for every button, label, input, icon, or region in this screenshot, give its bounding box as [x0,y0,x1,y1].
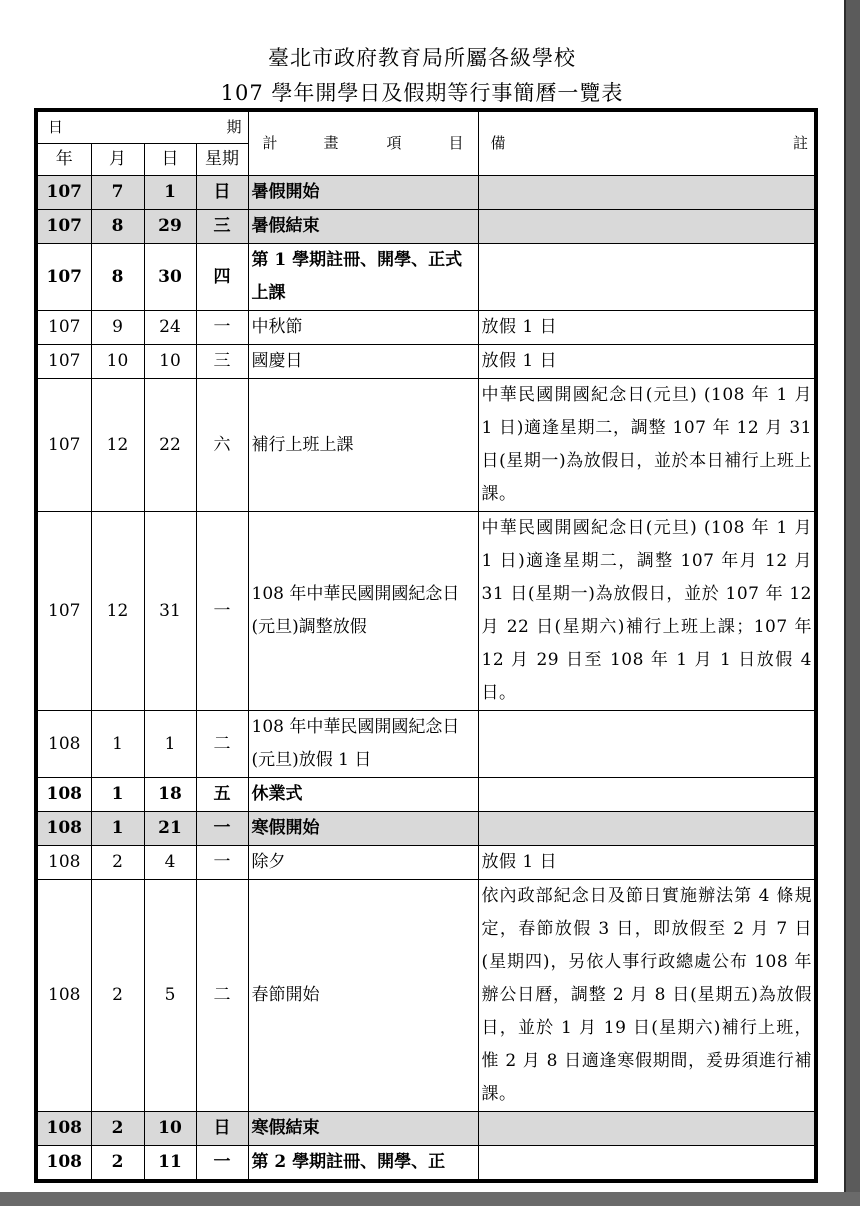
plan-header-char: 目 [448,134,464,152]
plan-header-char: 畫 [323,134,339,152]
item-cell: 108 年中華民國開國紀念日(元旦)調整放假 [248,512,478,711]
year-cell: 107 [36,512,91,711]
table-row [36,812,816,846]
month-cell: 2 [91,1112,144,1146]
table-row [36,379,816,512]
year-cell: 108 [36,778,91,812]
weekday-cell: 四 [196,244,248,311]
table-row [36,311,816,345]
note-cell: 放假 1 日 [478,311,816,345]
table-row [36,880,816,1112]
day-cell: 24 [144,311,196,345]
month-cell: 8 [91,244,144,311]
month-cell: 1 [91,812,144,846]
day-cell: 10 [144,345,196,379]
item-cell: 休業式 [248,778,478,812]
page-title: 臺北市政府教育局所屬各級學校 [268,46,576,70]
plan-header-cell [248,110,478,176]
item-cell: 國慶日 [248,345,478,379]
calendar-table [34,108,818,1183]
note-header-cell [478,110,816,176]
day-cell: 21 [144,812,196,846]
day-cell: 1 [144,176,196,210]
weekday-cell: 一 [196,311,248,345]
year-cell: 107 [36,379,91,512]
note-cell [478,244,816,311]
day-cell: 22 [144,379,196,512]
viewer-frame-right [844,0,860,1206]
table-row [36,210,816,244]
item-cell: 寒假結束 [248,1112,478,1146]
note-cell: 放假 1 日 [478,846,816,880]
table-row [36,1112,816,1146]
table-row [36,512,816,711]
table-row [36,711,816,778]
table-row [36,345,816,379]
month-cell: 1 [91,711,144,778]
year-cell: 108 [36,846,91,880]
table-row [36,846,816,880]
note-header-right: 註 [792,134,808,152]
item-cell: 暑假開始 [248,176,478,210]
year-header: 年 [36,144,91,176]
year-cell: 107 [36,311,91,345]
note-cell [478,812,816,846]
table-row [36,1146,816,1182]
day-header: 日 [144,144,196,176]
day-cell: 30 [144,244,196,311]
weekday-cell: 三 [196,210,248,244]
year-cell: 108 [36,711,91,778]
note-cell [478,711,816,778]
note-cell [478,778,816,812]
year-cell: 107 [36,176,91,210]
note-cell: 中華民國開國紀念日(元旦) (108 年 1 月 1 日)適逢星期二，調整 107 年月 12 月 31 日(星期一)為放假日，並於 107 年 12 月 22 日(星期六)補行上班上課；107 年 12 月 29 日至 108 年 1 月 1 日放假 4 日。 [478,512,816,711]
note-cell [478,176,816,210]
item-cell: 寒假開始 [248,812,478,846]
month-cell: 7 [91,176,144,210]
plan-header-char: 項 [386,134,402,152]
note-cell [478,1112,816,1146]
plan-header-char: 計 [262,134,278,152]
weekday-cell: 一 [196,512,248,711]
month-cell: 8 [91,210,144,244]
viewer-frame-bottom [0,1192,860,1206]
month-cell: 12 [91,379,144,512]
month-cell: 9 [91,311,144,345]
item-cell: 春節開始 [248,880,478,1112]
item-cell: 中秋節 [248,311,478,345]
note-cell: 依內政部紀念日及節日實施辦法第 4 條規定，春節放假 3 日，即放假至 2 月 7 日(星期四)，另依人事行政總處公布 108 年辦公日曆，調整 2 月 8 日(星期五)為放假日，並於 1 月 19 日(星期六)補行上班，惟 2 月 8 日適逢寒假期間，爰毋須進行補課。 [478,880,816,1112]
month-cell: 2 [91,880,144,1112]
item-cell: 第 1 學期註冊、開學、正式上課 [248,244,478,311]
day-cell: 4 [144,846,196,880]
table-row [36,244,816,311]
note-cell: 放假 1 日 [478,345,816,379]
note-cell [478,1146,816,1182]
item-cell: 第 2 學期註冊、開學、正 [248,1146,478,1182]
year-cell: 108 [36,1112,91,1146]
day-cell: 5 [144,880,196,1112]
header-row [36,110,816,144]
weekday-cell: 一 [196,1146,248,1182]
weekday-cell: 日 [196,176,248,210]
month-cell: 10 [91,345,144,379]
weekday-cell: 日 [196,1112,248,1146]
item-cell: 108 年中華民國開國紀念日(元旦)放假 1 日 [248,711,478,778]
month-header: 月 [91,144,144,176]
day-cell: 10 [144,1112,196,1146]
day-cell: 31 [144,512,196,711]
date-header-cell [36,110,248,144]
note-cell: 中華民國開國紀念日(元旦) (108 年 1 月 1 日)適逢星期二，調整 107 年 12 月 31 日(星期一)為放假日，並於本日補行上班上課。 [478,379,816,512]
year-cell: 107 [36,210,91,244]
year-cell: 108 [36,812,91,846]
year-cell: 108 [36,880,91,1112]
item-cell: 除夕 [248,846,478,880]
month-cell: 2 [91,1146,144,1182]
year-cell: 107 [36,345,91,379]
table-row [36,176,816,210]
day-cell: 29 [144,210,196,244]
weekday-header: 星期 [196,144,248,176]
note-header-left: 備 [490,134,506,152]
table-row [36,778,816,812]
day-cell: 18 [144,778,196,812]
weekday-cell: 六 [196,379,248,512]
weekday-cell: 一 [196,846,248,880]
month-cell: 12 [91,512,144,711]
day-cell: 11 [144,1146,196,1182]
weekday-cell: 五 [196,778,248,812]
date-header-right: 期 [226,118,242,136]
month-cell: 1 [91,778,144,812]
note-cell [478,210,816,244]
weekday-cell: 三 [196,345,248,379]
item-cell: 暑假結束 [248,210,478,244]
weekday-cell: 一 [196,812,248,846]
weekday-cell: 二 [196,711,248,778]
page-subtitle: 107 學年開學日及假期等行事簡曆一覽表 [220,81,624,105]
date-header-left: 日 [48,118,64,136]
item-cell: 補行上班上課 [248,379,478,512]
year-cell: 108 [36,1146,91,1182]
month-cell: 2 [91,846,144,880]
year-cell: 107 [36,244,91,311]
day-cell: 1 [144,711,196,778]
weekday-cell: 二 [196,880,248,1112]
